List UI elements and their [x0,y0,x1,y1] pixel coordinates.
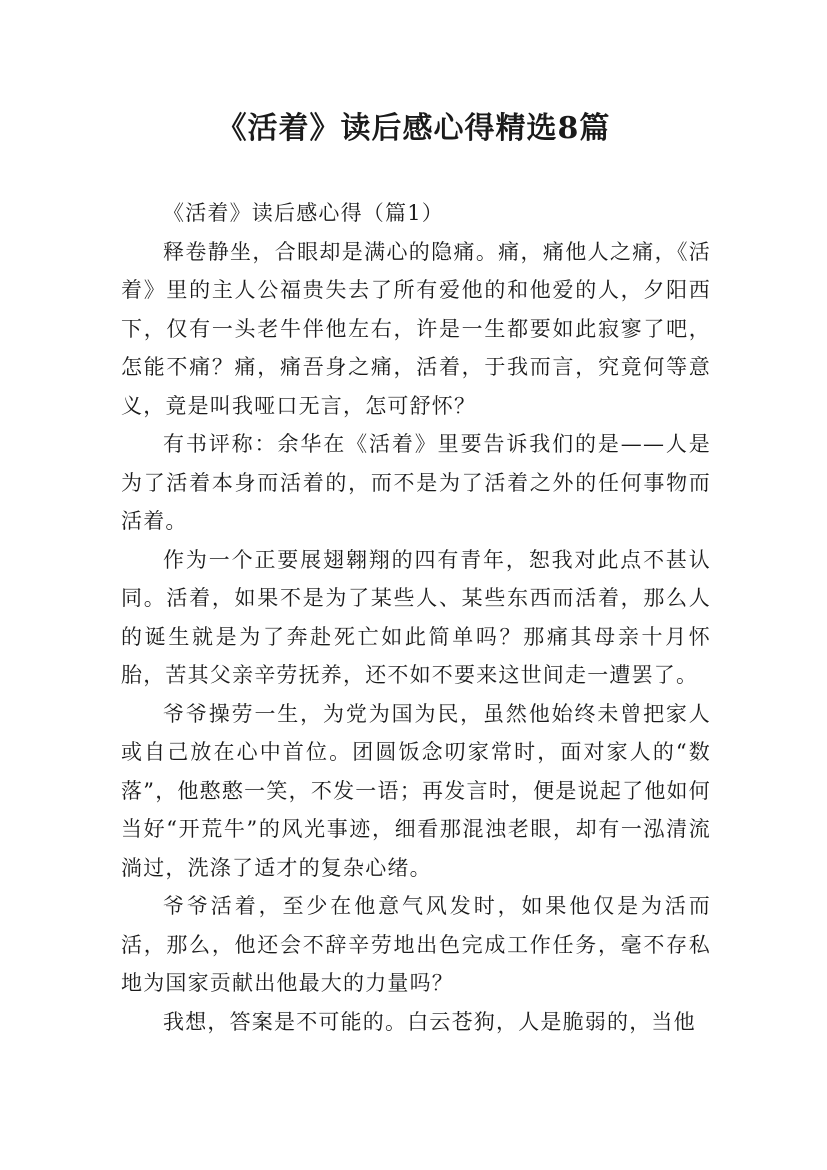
document-title: 《活着》读后感心得精选8篇 [216,111,611,146]
paragraph: 释卷静坐，合眼却是满心的隐痛。痛，痛他人之痛，《活着》里的主人公福贵失去了所有爱他的和他爱的人，夕阳西下，仅有一头老牛伴他左右，许是一生都要如此寂寥了吧，怎能不痛？痛，痛吾身之痛，活着，于我而言，究竟何等意义，竟是叫我哑口无言，怎可舒怀？ [121,239,711,418]
paragraph: 爷爷活着，至少在他意气风发时，如果他仅是为活而活，那么，他还会不辞辛劳地出色完成工作任务，毫不存私地为国家贡献出他最大的力量吗？ [121,894,711,995]
paragraph: 爷爷操劳一生，为党为国为民，虽然他始终未曾把家人或自己放在心中首位。团圆饭念叨家常时，面对家人的“数落”，他憨憨一笑，不发一语；再发言时，便是说起了他如何当好“开荒牛”的风光事迹，细看那混浊老眼，却有一泓清流淌过，洗涤了适才的复杂心绪。 [121,701,711,880]
section-heading: 《活着》读后感心得（篇1） [163,201,444,225]
paragraph: 作为一个正要展翅翱翔的四有青年，恕我对此点不甚认同。活着，如果不是为了某些人、某些东西而活着，那么人的诞生就是为了奔赴死亡如此简单吗？那痛其母亲十月怀胎，苦其父亲辛劳抚养，还不如不要来这世间走一遭罢了。 [121,547,711,687]
paragraph: 有书评称：余华在《活着》里要告诉我们的是——人是为了活着本身而活着的，而不是为了活着之外的任何事物而活着。 [121,432,711,533]
document-body [121,194,711,1041]
paragraph: 我想，答案是不可能的。白云苍狗，人是脆弱的，当他 [163,1009,696,1034]
